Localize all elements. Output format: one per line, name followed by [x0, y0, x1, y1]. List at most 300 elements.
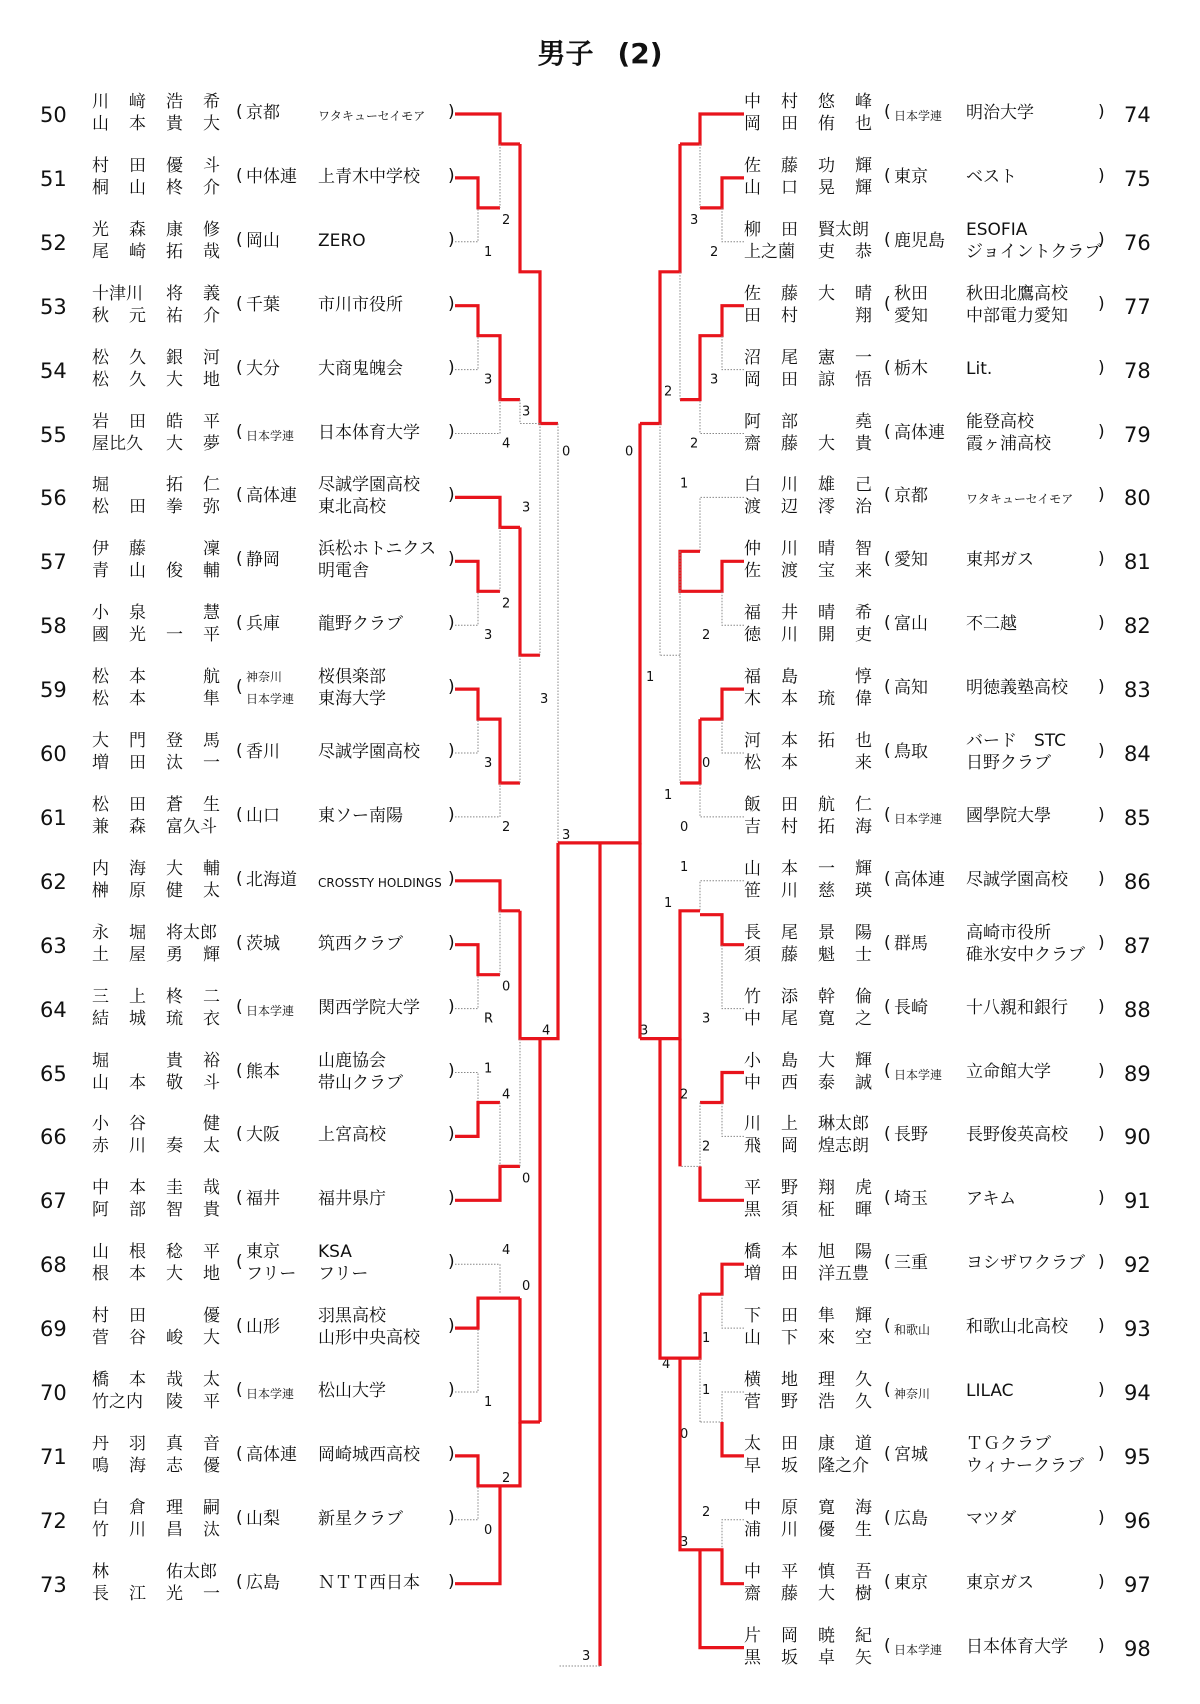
bracket-segment-79 — [700, 1550, 744, 1584]
prefecture: 京都 — [246, 103, 280, 123]
close-paren: ) — [448, 229, 455, 250]
player2-name-char: 地 — [203, 369, 220, 390]
player1-name-char: 佐 — [744, 283, 761, 304]
open-paren: ( — [236, 677, 243, 698]
player2-name-char: 西 — [781, 1072, 798, 1093]
player2-name-char: 城 — [129, 1008, 146, 1029]
open-paren: ( — [884, 1571, 891, 1592]
player2-name-char: 齋 — [744, 433, 761, 454]
player2-name-char: 浦 — [744, 1519, 761, 1540]
player2-name-char: 敬 — [166, 1072, 183, 1093]
close-paren: ) — [448, 1188, 455, 1209]
club-name: 能登高校 — [966, 411, 1034, 432]
club-name: マツダ — [966, 1508, 1017, 1529]
close-paren: ) — [448, 677, 455, 698]
player2-name-char: 海 — [129, 1455, 146, 1476]
player1-name-char: 久 — [129, 347, 146, 368]
player2-name-char: 原 — [129, 880, 146, 901]
open-paren: ( — [236, 868, 243, 889]
player2-name-char: 吉 — [744, 816, 761, 837]
entry-number: 62 — [40, 869, 67, 894]
open-paren: ( — [884, 741, 891, 761]
bracket-segment-23 — [455, 975, 478, 1009]
player1-name-char: 丹 — [92, 1433, 109, 1454]
entry-number: 81 — [1124, 550, 1151, 575]
club-name: 帯山クラブ — [318, 1072, 403, 1093]
match-score: 1 — [646, 670, 655, 686]
player1-name-char: 白 — [92, 1497, 109, 1518]
bracket-segment-52 — [700, 561, 744, 591]
player1-name-char: 峰 — [855, 92, 872, 112]
club-name: 尽誠学園高校 — [318, 742, 420, 762]
player1-name-char: 久 — [855, 1370, 872, 1390]
player1-name-char: 﨑 — [129, 92, 146, 112]
player1-name-char: 松 — [92, 667, 109, 688]
open-paren: ( — [884, 804, 891, 825]
match-score: 2 — [702, 1139, 711, 1155]
player2-name-char: 暉 — [855, 1200, 872, 1221]
player2-name-char: 松 — [92, 369, 109, 390]
match-score: R — [484, 1011, 494, 1027]
player1-name-char: 浩 — [166, 92, 183, 112]
entry-number: 60 — [40, 742, 67, 766]
player1-name-char: 優 — [203, 1306, 220, 1327]
bracket-segment-63 — [700, 881, 744, 911]
player2-name-char: 魁 — [818, 944, 835, 965]
player2-name-char: 樹 — [855, 1583, 872, 1604]
player2-name-char: 柾 — [818, 1200, 835, 1221]
open-paren: ( — [236, 741, 243, 761]
bracket-segment-16 — [520, 527, 540, 655]
entry-number: 72 — [40, 1508, 67, 1533]
player1-name-char: 川 — [781, 475, 798, 496]
player1-name-char: 田 — [781, 1306, 798, 1327]
player1-name-char: 林 — [92, 1561, 109, 1582]
player1-name-char: 松 — [92, 794, 109, 815]
entry-number: 50 — [40, 103, 67, 127]
player1-name-char: 倫 — [855, 986, 872, 1007]
player1-name-char: 旭 — [818, 1242, 835, 1263]
open-paren: ( — [884, 485, 891, 506]
player1-name-char: 本 — [129, 667, 146, 688]
prefecture: 鳥取 — [894, 742, 928, 762]
prefecture: 栃木 — [894, 358, 928, 379]
player1-name-char: 希 — [203, 92, 220, 112]
player2-name-char: 本 — [129, 114, 146, 134]
close-paren: ) — [1098, 613, 1105, 634]
entry-number: 86 — [1124, 869, 1151, 894]
close-paren: ) — [1098, 932, 1105, 953]
bracket-segment-72 — [700, 1264, 744, 1294]
player1-name-char: 慧 — [203, 603, 220, 624]
player1-name-char: 健 — [203, 1114, 220, 1135]
player1-name-char: 智 — [855, 539, 872, 560]
match-score: 1 — [664, 788, 673, 803]
open-paren: ( — [884, 1316, 891, 1337]
player2-name-char: 瑛 — [855, 880, 872, 901]
prefecture: 高体連 — [894, 869, 945, 890]
entry-number: 79 — [1124, 422, 1151, 447]
bracket-segment-65 — [722, 945, 744, 1009]
club-name: 上宮高校 — [318, 1125, 386, 1146]
player1-name-char: 道 — [855, 1433, 872, 1454]
close-paren: ) — [1098, 421, 1105, 442]
player2-name-char: 山 — [92, 1072, 109, 1093]
club-name: 東京ガス — [966, 1572, 1034, 1593]
entry-number: 69 — [40, 1317, 67, 1342]
prefecture: 日本学連 — [894, 1642, 943, 1657]
club-name: 和歌山北高校 — [966, 1317, 1068, 1338]
bracket-segment-42 — [680, 114, 744, 144]
close-paren: ) — [448, 932, 455, 953]
player1-name-char: 堀 — [92, 1050, 109, 1071]
player2-name-char: 川 — [781, 1519, 798, 1540]
close-paren: ) — [448, 485, 455, 506]
entry-number: 93 — [1124, 1317, 1151, 1342]
player2-name-char: 輝 — [203, 944, 220, 965]
entry-number: 66 — [40, 1125, 67, 1150]
prefecture: 大分 — [246, 358, 280, 379]
open-paren: ( — [236, 1316, 243, 1337]
player2-name-char: 光 — [166, 1583, 183, 1604]
player1-name-char: 暁 — [818, 1625, 835, 1646]
open-paren: ( — [884, 549, 891, 570]
player1-name-char: 斗 — [203, 155, 220, 176]
prefecture: 日本学連 — [246, 1387, 295, 1401]
prefecture: 神奈川 — [246, 670, 283, 685]
player1-name-char: 将 — [166, 283, 183, 304]
bracket-segment-7 — [520, 144, 558, 424]
match-score: 0 — [502, 979, 511, 995]
player2-name-char: 渡 — [781, 561, 798, 582]
player2-name-char: 光 — [129, 625, 146, 646]
player1-name-char: 平 — [744, 1178, 761, 1199]
player2-name-char: 徳 — [744, 625, 761, 646]
player2-name-char: 岡 — [744, 369, 761, 390]
prefecture: 広島 — [894, 1508, 928, 1529]
entry-number: 74 — [1124, 103, 1151, 127]
entry-number: 89 — [1124, 1061, 1151, 1086]
player2-name-char: 大 — [166, 1264, 183, 1285]
match-score: 0 — [484, 1522, 493, 1538]
entry-number: 77 — [1124, 294, 1151, 319]
player2-name-char: 隆之介 — [818, 1455, 869, 1476]
close-paren: ) — [1098, 741, 1105, 761]
match-score: 1 — [484, 244, 493, 260]
player2-name-char: 拓 — [818, 816, 835, 837]
player2-name-char: 國 — [92, 625, 109, 646]
player2-name-char: 偉 — [855, 689, 872, 710]
player2-name-char: 田 — [781, 114, 798, 134]
title-sub: (2) — [617, 37, 663, 70]
bracket-segment-61 — [600, 424, 640, 843]
entry-number: 92 — [1124, 1253, 1151, 1278]
prefecture: 中体連 — [246, 166, 297, 187]
player2-name-char: 岡 — [781, 1136, 798, 1157]
player1-name-char: 虎 — [855, 1178, 872, 1199]
player1-name-char: 沼 — [744, 347, 761, 368]
open-paren: ( — [884, 868, 891, 889]
bracket-segment-5 — [455, 336, 478, 370]
player1-name-char: 内 — [92, 858, 109, 879]
player1-name-char: 田 — [129, 1306, 146, 1327]
bracket-segment-26 — [455, 1103, 500, 1137]
match-score: 4 — [542, 1023, 551, 1039]
player2-name-char: 藤 — [781, 1583, 798, 1604]
close-paren: ) — [1098, 1188, 1105, 1209]
close-paren: ) — [1098, 996, 1105, 1017]
bracket-segment-40 — [540, 843, 558, 1039]
player1-name-char: 太 — [744, 1433, 761, 1454]
player1-name-char: 慎 — [818, 1561, 835, 1582]
player1-name-char: 光 — [92, 219, 109, 240]
close-paren: ) — [1098, 1316, 1105, 1337]
close-paren: ) — [448, 102, 455, 122]
close-paren: ) — [448, 741, 455, 761]
match-score: 1 — [484, 1061, 493, 1077]
player2-name-char: 俊 — [166, 561, 183, 582]
player1-name-char: 嗣 — [203, 1497, 220, 1518]
bracket-segment-81 — [680, 1358, 700, 1550]
close-paren: ) — [448, 293, 455, 314]
player2-name-char: 田 — [129, 753, 146, 773]
player2-name-char: 奏 — [166, 1136, 183, 1157]
entry-number: 96 — [1124, 1508, 1151, 1533]
player1-name-char: 馬 — [203, 731, 220, 751]
player1-name-char: 倉 — [129, 1497, 146, 1518]
open-paren: ( — [236, 613, 243, 634]
player2-name-char: 大 — [166, 369, 183, 390]
club-name: 山形中央高校 — [318, 1328, 420, 1349]
match-score: 4 — [502, 1087, 511, 1103]
player1-name-char: 賢太朗 — [818, 219, 869, 240]
close-paren: ) — [448, 1124, 455, 1145]
open-paren: ( — [884, 1060, 891, 1081]
prefecture: 日本学連 — [246, 428, 295, 443]
open-paren: ( — [236, 485, 243, 506]
prefecture: 長野 — [894, 1125, 928, 1146]
close-paren: ) — [1098, 1571, 1105, 1592]
player1-name-char: 藤 — [129, 539, 146, 560]
bracket-segment-58 — [700, 783, 744, 817]
player2-name-char: 田 — [781, 369, 798, 390]
club-name: 日野クラブ — [966, 753, 1051, 773]
player1-name-char: 本 — [781, 1242, 798, 1263]
player1-name-char: 己 — [855, 475, 872, 496]
player2-name-char: 洋五豊 — [818, 1264, 869, 1285]
prefecture: 鹿児島 — [894, 230, 945, 251]
player2-name-char: 拓 — [166, 241, 183, 262]
player1-name-char: 登 — [166, 731, 183, 751]
bracket-segment-31 — [455, 1264, 500, 1294]
club-name: 明電舎 — [318, 561, 369, 582]
prefecture: 富山 — [894, 614, 928, 635]
club-name: 碓氷安中クラブ — [966, 944, 1085, 965]
prefecture: 山形 — [246, 1317, 280, 1338]
player2-name-char: 也 — [855, 114, 872, 134]
player2-name-char: 一 — [203, 1583, 220, 1604]
open-paren: ( — [884, 932, 891, 953]
player1-name-char: 理 — [818, 1370, 835, 1390]
entry-number: 94 — [1124, 1381, 1151, 1405]
bracket-segment-35 — [455, 1486, 478, 1520]
match-score: 1 — [484, 1395, 493, 1410]
player2-name-char: 崎 — [129, 241, 146, 262]
player1-name-char: 翔 — [818, 1178, 835, 1199]
player1-name-char: 村 — [781, 92, 798, 112]
close-paren: ) — [1098, 1060, 1105, 1081]
player2-name-char: 早 — [744, 1455, 761, 1476]
prefecture: 秋田 — [894, 283, 928, 304]
close-paren: ) — [448, 804, 455, 825]
open-paren: ( — [884, 613, 891, 634]
bracket-segment-51 — [700, 497, 744, 551]
club-name: 市川市役所 — [318, 294, 403, 315]
player1-name-char: 地 — [781, 1370, 798, 1390]
player1-name-char: 野 — [781, 1178, 798, 1199]
prefecture: 埼玉 — [894, 1189, 928, 1210]
player2-name-char: 本 — [129, 689, 146, 710]
bracket-segment-2 — [455, 208, 478, 242]
player2-name-char: 吏 — [818, 241, 835, 262]
player2-name-char: 結 — [92, 1008, 109, 1029]
player1-name-char: 堯 — [855, 411, 872, 432]
bracket-segment-15 — [455, 783, 500, 817]
club-name: 山鹿協会 — [318, 1050, 386, 1071]
player1-name-char: 島 — [781, 1050, 798, 1071]
player2-name-char: 阿 — [92, 1200, 109, 1221]
match-score: 1 — [664, 895, 673, 911]
entry-number: 82 — [1124, 614, 1151, 639]
match-score: 3 — [522, 500, 531, 516]
player1-name-char: 小 — [92, 603, 109, 624]
club-name: アキム — [966, 1189, 1017, 1210]
bracket-segment-54 — [680, 551, 700, 591]
open-paren: ( — [236, 804, 243, 825]
player1-name-char: 也 — [855, 731, 872, 751]
open-paren: ( — [236, 421, 243, 442]
club-name: ジョイントクラブ — [966, 241, 1102, 262]
open-paren: ( — [236, 293, 243, 314]
player1-name-char: 稔 — [166, 1242, 183, 1263]
player2-name-char: 増 — [744, 1264, 761, 1285]
player2-name-char: 黒 — [744, 1647, 761, 1668]
player1-name-char: 本 — [129, 1178, 146, 1199]
player1-name-char: 福 — [744, 667, 761, 688]
player1-name-char: 惇 — [855, 667, 872, 688]
player2-name-char: 尾 — [781, 1008, 798, 1029]
match-score: 2 — [502, 819, 511, 835]
player1-name-char: 航 — [203, 667, 220, 688]
open-paren: ( — [236, 1188, 243, 1209]
open-paren: ( — [236, 1507, 243, 1528]
prefecture: 神奈川 — [894, 1387, 931, 1401]
club-name: 大商鬼魄会 — [318, 358, 403, 379]
match-score: 3 — [484, 628, 493, 644]
open-paren: ( — [236, 996, 243, 1017]
entry-number: 83 — [1124, 678, 1151, 703]
club-name: 東邦ガス — [966, 550, 1034, 571]
player1-name-char: 河 — [744, 731, 761, 751]
player2-name-char: 輔 — [203, 561, 220, 582]
player2-name-char: 大 — [166, 433, 183, 454]
player2-name-char: 哉 — [203, 241, 220, 262]
close-paren: ) — [448, 613, 455, 634]
club-name: バード STC — [966, 731, 1067, 751]
match-score: 4 — [662, 1357, 671, 1373]
entry-number: 52 — [40, 230, 67, 255]
prefecture: 山梨 — [246, 1508, 280, 1529]
player2-name-char: 斗 — [203, 1072, 220, 1093]
player1-name-char: 圭 — [166, 1178, 183, 1199]
close-paren: ) — [1098, 1380, 1105, 1400]
match-score: 0 — [702, 756, 711, 771]
player2-name-char: 鳴 — [92, 1455, 109, 1476]
open-paren: ( — [236, 1443, 243, 1464]
open-paren: ( — [884, 165, 891, 186]
player1-name-char: 輝 — [855, 1050, 872, 1071]
entry-number: 75 — [1124, 166, 1151, 191]
player1-name-char: 島 — [781, 667, 798, 688]
player1-name-char: 陽 — [855, 1242, 872, 1263]
player1-name-char: 川 — [92, 92, 109, 112]
player1-name-char: 泉 — [129, 603, 146, 624]
player2-name-char: 菅 — [92, 1328, 109, 1349]
close-paren: ) — [448, 1060, 455, 1081]
bracket-segment-43 — [700, 178, 744, 208]
entry-number: 67 — [40, 1189, 67, 1214]
player1-name-char: 拓 — [166, 475, 183, 496]
prefecture: 高体連 — [246, 486, 297, 507]
player1-name-char: 蒼 — [166, 794, 183, 815]
player2-name-char: 来 — [855, 753, 872, 773]
player1-name-char: 本 — [781, 858, 798, 879]
player1-name-char: 羽 — [129, 1433, 146, 1454]
player1-name-char: 部 — [781, 411, 798, 432]
entry-number: 80 — [1124, 486, 1151, 511]
club-name: 長野俊英高校 — [966, 1125, 1068, 1146]
player1-name-char: 田 — [129, 155, 146, 176]
club-name: 尽誠学園高校 — [318, 475, 420, 496]
player2-name-char: 部 — [129, 1200, 146, 1221]
player2-name-char: 恭 — [855, 241, 872, 262]
prefecture: 日本学連 — [894, 811, 943, 826]
player1-name-char: 田 — [781, 219, 798, 240]
close-paren: ) — [1098, 549, 1105, 570]
player1-name-char: 村 — [92, 155, 109, 176]
player2-name-char: 竹 — [92, 1519, 109, 1540]
open-paren: ( — [236, 102, 243, 122]
close-paren: ) — [448, 1507, 455, 1528]
bracket-segment-6 — [455, 400, 500, 434]
player2-name-char: 松 — [92, 497, 109, 518]
prefecture: 日本学連 — [894, 109, 943, 123]
match-score: 0 — [680, 819, 689, 835]
match-score: 3 — [522, 404, 531, 420]
player2-name-char: 増 — [92, 753, 109, 773]
close-paren: ) — [448, 1380, 455, 1400]
prefecture: 香川 — [246, 742, 280, 762]
player1-name-char: 中 — [744, 1561, 761, 1582]
open-paren: ( — [884, 293, 891, 314]
entry-number: 55 — [40, 422, 67, 447]
player2-name-char: 健 — [166, 880, 183, 901]
entry-number: 95 — [1124, 1444, 1151, 1469]
player1-name-char: 仁 — [855, 794, 872, 815]
club-name: 上青木中学校 — [318, 166, 420, 187]
player2-name-char: 太 — [203, 880, 220, 901]
player2-name-char: 森 — [129, 816, 146, 837]
